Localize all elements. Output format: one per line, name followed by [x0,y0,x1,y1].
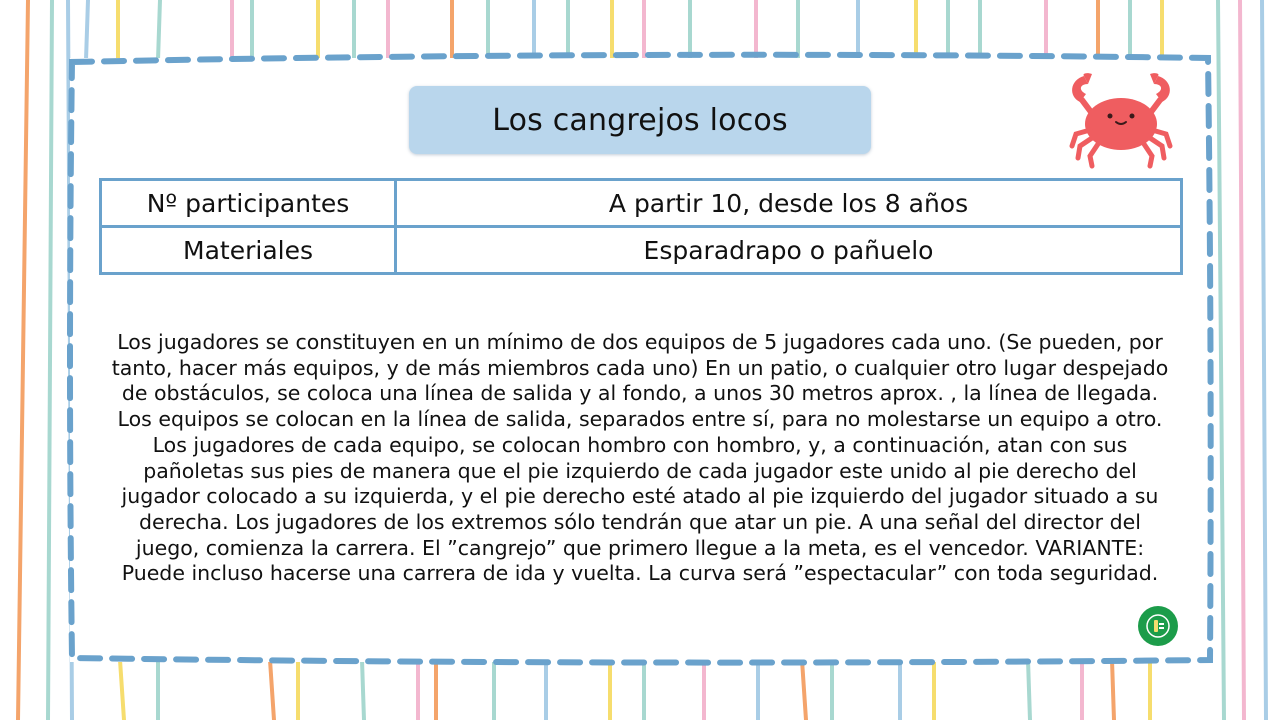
table-row [101,180,1182,227]
table-row [101,227,1182,274]
game-description: Los jugadores se constituyen en un mínimo de dos equipos de 5 jugadores cada uno. (Se pueden, por tanto, hacer más equipos, y de más miembros cada uno) En un patio, o cualquier otro lugar despejado de obstáculos, se coloca una línea de salida y al fondo, a unos 30 metros aprox. , la línea de llegada. Los equipos se colocan en la línea de salida, separados entre sí, para no molestarse un equipo a otro. Los jugadores de cada equipo, se colocan hombro con hombro, y, a continuación, atan con sus pañoletas sus pies de manera que el pie izquierdo de cada jugador este unido al pie derecho del jugador colocado a su izquierda, y el pie derecho esté atado al pie izquierdo del jugador situado a su derecha. Los jugadores de los extremos sólo tendrán que atar un pie. A una señal del director del juego, comienza la carrera. El ”cangrejo” que primero llegue a la meta, es el vencedor. VARIANTE: Puede incluso hacerse una carrera de ida y vuelta. La curva será ”espectacular” con toda seguridad. [111,330,1169,586]
crab-icon [1062,66,1180,170]
materials-value: Esparadrapo o pañuelo [396,227,1182,274]
page-title: Los cangrejos locos [492,102,788,138]
participants-label: Nº participantes [101,180,396,227]
materials-label: Materiales [101,227,396,274]
participants-value: A partir 10, desde los 8 años [396,180,1182,227]
title-banner [409,86,871,154]
publisher-logo-icon [1138,606,1178,646]
info-table [99,178,1183,275]
